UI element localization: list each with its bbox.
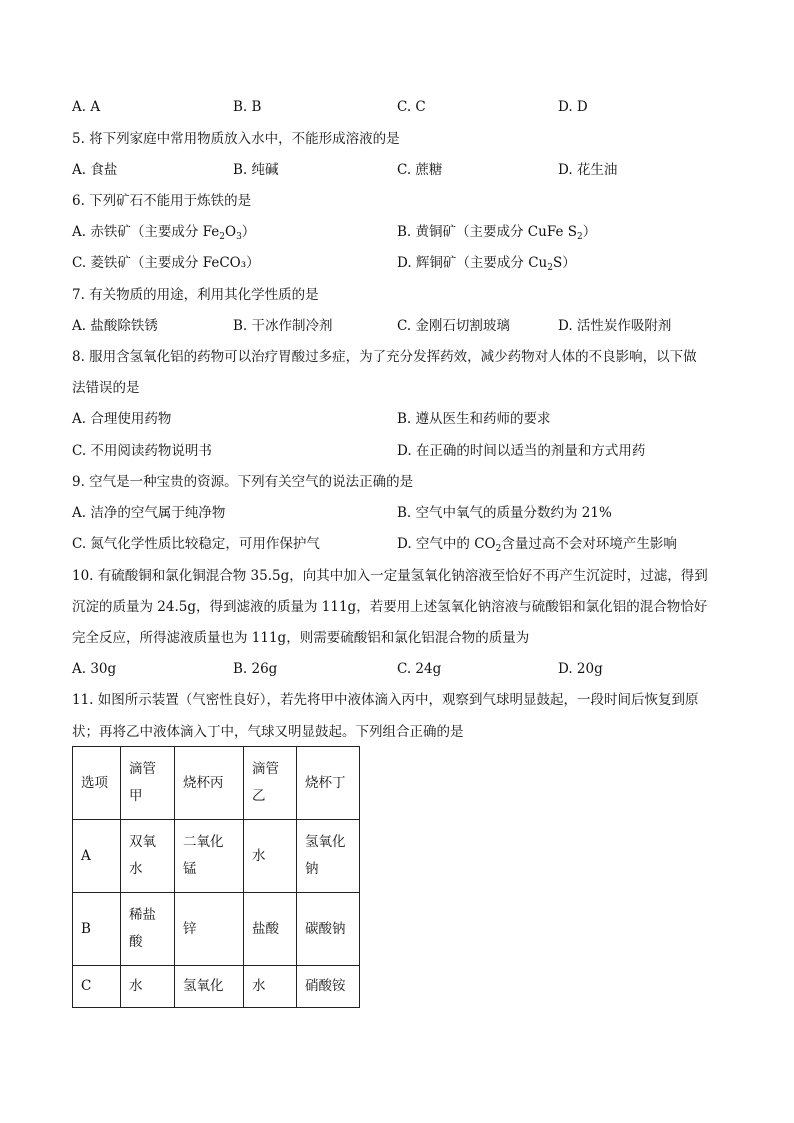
q9-option-b[interactable]: B. 空气中氧气的质量分数约为 21% (397, 505, 612, 521)
q4-option-c[interactable]: C. C (397, 99, 426, 115)
q10-option-d[interactable]: D. 20g (558, 661, 603, 677)
table-cell: 硝酸铵 (297, 966, 360, 1008)
header-cell: 烧杯丁 (297, 747, 360, 820)
q6-stem: 6. 下列矿石不能用于炼铁的是 (72, 193, 252, 209)
q10-option-b[interactable]: B. 26g (233, 661, 278, 677)
q5-option-c[interactable]: C. 蔗糖 (397, 162, 443, 178)
table-cell: 稀盐酸 (121, 893, 175, 966)
table-cell: 氢氧化 (175, 966, 244, 1008)
q7-stem: 7. 有关物质的用途，利用其化学性质的是 (72, 287, 319, 303)
header-cell: 滴管乙 (244, 747, 297, 820)
q9-stem: 9. 空气是一种宝贵的资源。下列有关空气的说法正确的是 (72, 474, 414, 490)
header-cell: 选项 (73, 747, 121, 820)
q11-stem-line-2: 状；再将乙中液体滴入丁中，气球又明显鼓起。下列组合正确的是 (72, 724, 464, 740)
table-cell: 水 (121, 966, 175, 1008)
q4-option-b[interactable]: B. B (233, 99, 262, 115)
table-cell: 碳酸钠 (297, 893, 360, 966)
q8-option-c[interactable]: C. 不用阅读药物说明书 (72, 443, 212, 459)
q9-option-a[interactable]: A. 洁净的空气属于纯净物 (72, 505, 226, 521)
q9-option-d[interactable]: D. 空气中的 $CO_2$含量过高不会对环境产生影响 (397, 536, 677, 554)
table-cell: 二氧化锰 (175, 820, 244, 893)
q6-option-d[interactable]: D. 辉铜矿（主要成分 $Cu_2S$） (397, 255, 576, 273)
q7-option-a[interactable]: A. 盐酸除铁锈 (72, 318, 158, 334)
q9-option-c[interactable]: C. 氮气化学性质比较稳定，可用作保护气 (72, 536, 320, 552)
table-row (73, 893, 360, 966)
table-cell: 锌 (175, 893, 244, 966)
q8-stem-line-2: 法错误的是 (72, 380, 140, 396)
table-cell: 双氧水 (121, 820, 175, 893)
table-cell: 盐酸 (244, 893, 297, 966)
q8-option-a[interactable]: A. 合理使用药物 (72, 411, 172, 427)
q8-option-b[interactable]: B. 遵从医生和药师的要求 (397, 411, 551, 427)
q5-option-d[interactable]: D. 花生油 (558, 162, 618, 178)
table-cell: 水 (244, 820, 297, 893)
table-row (73, 820, 360, 893)
table-row (73, 966, 360, 1008)
q8-option-d[interactable]: D. 在正确的时间以适当的剂量和方式用药 (397, 443, 646, 459)
table-cell: C (73, 966, 121, 1008)
table-cell: A (73, 820, 121, 893)
q5-option-b[interactable]: B. 纯碱 (233, 162, 279, 178)
table-cell: B (73, 893, 121, 966)
q10-option-a[interactable]: A. 30g (72, 661, 117, 677)
q6-option-a[interactable]: A. 赤铁矿（主要成分 $Fe_2O_3$） (72, 224, 256, 242)
q7-option-b[interactable]: B. 干冰作制冷剂 (233, 318, 333, 334)
q5-option-a[interactable]: A. 食盐 (72, 162, 118, 178)
q10-stem-line-3: 完全反应，所得滤液质量也为 111g，则需要硫酸铝和氯化铝混合物的质量为 (72, 630, 530, 646)
table-header-row (73, 747, 360, 820)
q7-option-c[interactable]: C. 金刚石切割玻璃 (397, 318, 510, 334)
q10-stem-line-1: 10. 有硫酸铜和氯化铜混合物 35.5g，向其中加入一定量氢氧化钠溶液至恰好不再产生沉淀时，过滤，得到 (72, 568, 708, 584)
q5-stem: 5. 将下列家庭中常用物质放入水中，不能形成溶液的是 (72, 131, 400, 147)
q4-option-a[interactable]: A. A (72, 99, 101, 115)
q11-options-table (72, 746, 360, 1008)
q11-stem-line-1: 11. 如图所示装置（气密性良好），若先将甲中液体滴入丙中，观察到气球明显鼓起，一段时间后恢复到原 (72, 692, 699, 708)
q6-option-b[interactable]: B. 黄铜矿（主要成分 CuFe $S_2$） (397, 224, 597, 242)
q4-option-d[interactable]: D. D (558, 99, 588, 115)
q7-option-d[interactable]: D. 活性炭作吸附剂 (558, 318, 672, 334)
table-cell: 氢氧化钠 (297, 820, 360, 893)
table-cell: 水 (244, 966, 297, 1008)
header-cell: 烧杯丙 (175, 747, 244, 820)
q10-stem-line-2: 沉淀的质量为 24.5g，得到滤液的质量为 111g，若要用上述氢氧化钠溶液与硫酸铝和氯化铝的混合物恰好 (72, 599, 708, 615)
header-cell: 滴管甲 (121, 747, 175, 820)
q10-option-c[interactable]: C. 24g (397, 661, 442, 677)
q6-option-c[interactable]: C. 菱铁矿（主要成分 FeCO₃） (72, 255, 260, 271)
q8-stem-line-1: 8. 服用含氢氧化铝的药物可以治疗胃酸过多症，为了充分发挥药效，减少药物对人体的不良影响，以下做 (72, 349, 697, 365)
